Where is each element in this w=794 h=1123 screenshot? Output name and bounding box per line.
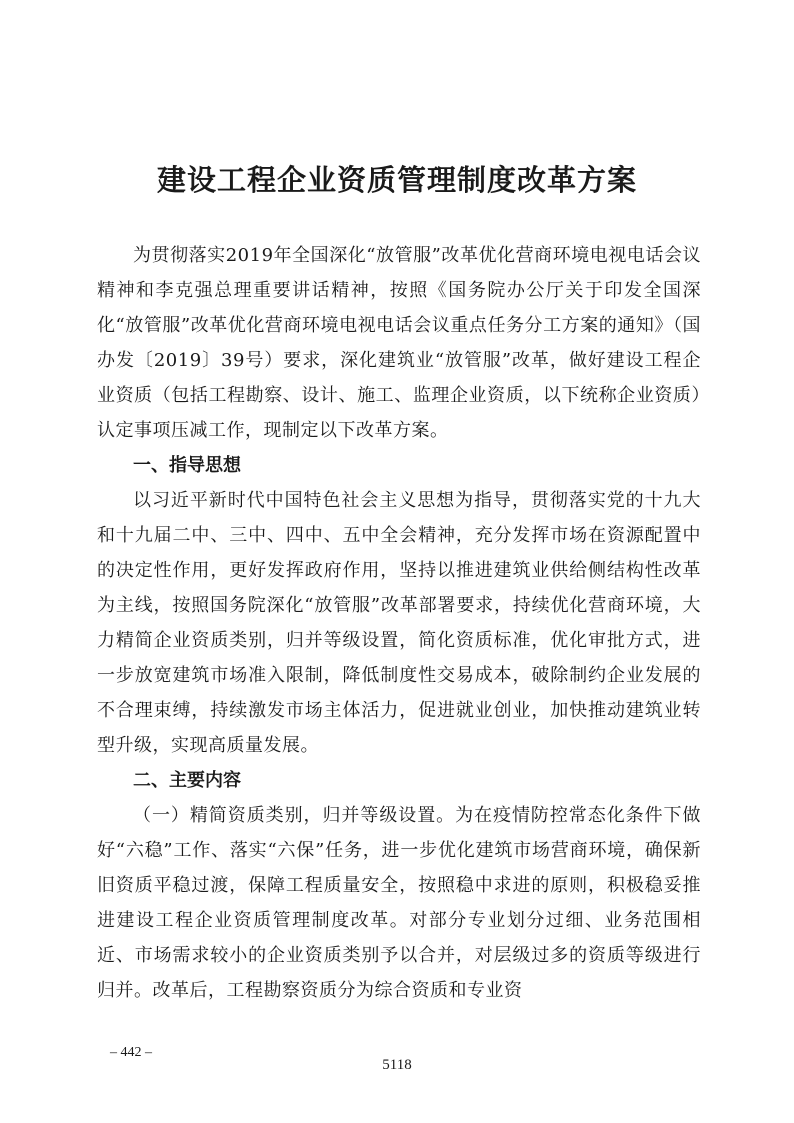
intro-paragraph: 为贯彻落实2019年全国深化“放管服”改革优化营商环境电视电话会议精神和李克强总理重要讲话精神，按照《国务院办公厅关于印发全国深化“放管服”改革优化营商环境电视电话会议重点任务分工方案的通知》（国办发〔2019〕39号）要求，深化建筑业“放管服”改革，做好建设工程企业资质（包括工程勘察、设计、施工、监理企业资质，以下统称企业资质）认定事项压减工作，现制定以下改革方案。 — [97, 245, 701, 441]
main-content-paragraph: （一）精简资质类别，归并等级设置。为在疫情防控常态化条件下做好“六稳”工作、落实“六保”任务，进一步优化建筑市场营商环境，确保新旧资质平稳过渡，保障工程质量安全，按照稳中求进的原则，积极稳妥推进建设工程企业资质管理制度改革。对部分专业划分过细、业务范围相近、市场需求较小的企业资质类别予以合并，对层级过多的资质等级进行归并。改革后，工程勘察资质分为综合资质和专业资 — [97, 805, 701, 1001]
guiding-ideology-paragraph: 以习近平新时代中国特色社会主义思想为指导，贯彻落实党的十九大和十九届二中、三中、四中、五中全会精神，充分发挥市场在资源配置中的决定性作用，更好发挥政府作用，坚持以推进建筑业供给侧结构性改革为主线，按照国务院深化“放管服”改革部署要求，持续优化营商环境，大力精简企业资质类别，归并等级设置，简化资质标准，优化审批方式，进一步放宽建筑市场准入限制，降低制度性交易成本，破除制约企业发展的不合理束缚，持续激发市场主体活力，促进就业创业，加快推动建筑业转型升级，实现高质量发展。 — [97, 490, 701, 756]
page-number-center: 5118 — [382, 1057, 412, 1073]
document-title: 建设工程企业资质管理制度改革方案 — [156, 163, 637, 197]
section-heading-main-content: 二、主要内容 — [133, 770, 241, 791]
document-body — [97, 238, 701, 1008]
section-heading-guiding-ideology: 一、指导思想 — [133, 455, 241, 476]
page-number-left: – 442 – — [110, 1045, 152, 1060]
